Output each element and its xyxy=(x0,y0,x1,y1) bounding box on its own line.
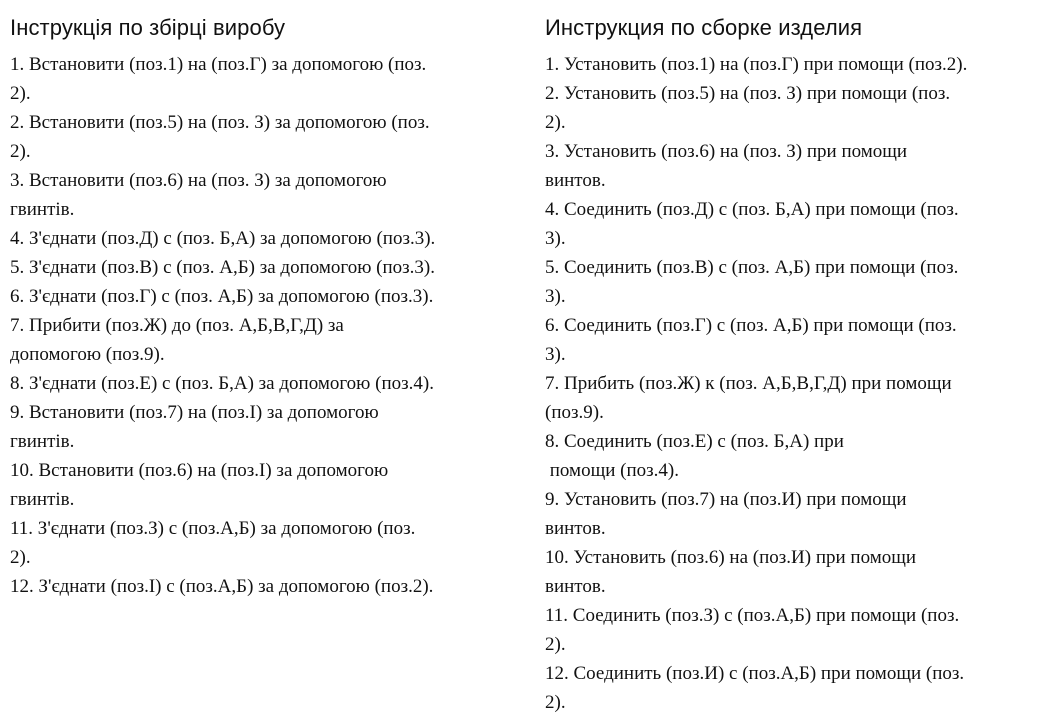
ua-step-3-line-1: 3. Встановити (поз.6) на (поз. З) за допомогою xyxy=(10,170,387,191)
ru-step-3 xyxy=(545,137,1060,195)
ua-step-6 xyxy=(10,282,535,311)
ru-step-11 xyxy=(545,601,1060,659)
ru-step-3-line-1: 3. Установить (поз.6) на (поз. З) при помощи xyxy=(545,141,908,162)
ua-step-7-line-2: допомогою (поз.9). xyxy=(10,344,165,365)
ru-step-12-line-2: 2). xyxy=(545,692,566,713)
ua-step-12 xyxy=(10,572,535,601)
ua-step-8 xyxy=(10,369,535,398)
russian-instructions-title: Инструкция по сборке изделия xyxy=(545,15,863,40)
ru-step-7-line-1: 7. Прибить (поз.Ж) к (поз. А,Б,В,Г,Д) при помощи xyxy=(545,373,952,394)
russian-instructions-column xyxy=(545,0,1060,717)
ua-step-3-line-2: гвинтів. xyxy=(10,199,75,220)
ru-step-8-line-1: 8. Соединить (поз.Е) с (поз. Б,А) при xyxy=(545,431,844,452)
ua-step-1-line-1: 1. Встановити (поз.1) на (поз.Г) за допомогою (поз. xyxy=(10,54,427,75)
ua-step-10 xyxy=(10,456,535,514)
ru-step-4-line-1: 4. Соединить (поз.Д) с (поз. Б,А) при помощи (поз. xyxy=(545,199,959,220)
ru-step-6 xyxy=(545,311,1060,369)
ua-step-9 xyxy=(10,398,535,456)
ukrainian-steps-list xyxy=(10,50,535,601)
ru-step-1-line-1: 1. Установить (поз.1) на (поз.Г) при помощи (поз.2). xyxy=(545,54,968,75)
ru-step-2 xyxy=(545,79,1060,137)
ua-step-3 xyxy=(10,166,535,224)
ua-step-1-line-2: 2). xyxy=(10,83,31,104)
ru-step-8 xyxy=(545,427,1060,485)
ua-step-11 xyxy=(10,514,535,572)
ua-step-2-line-2: 2). xyxy=(10,141,31,162)
ru-step-9 xyxy=(545,485,1060,543)
ru-step-10-line-2: винтов. xyxy=(545,576,606,597)
ua-step-2 xyxy=(10,108,535,166)
ukrainian-instructions-column xyxy=(10,0,535,601)
ru-step-1 xyxy=(545,50,1060,79)
ua-step-5-line-1: 5. З'єднати (поз.В) с (поз. А,Б) за допомогою (поз.3). xyxy=(10,257,436,278)
ru-step-2-line-1: 2. Установить (поз.5) на (поз. З) при помощи (поз. xyxy=(545,83,951,104)
ru-step-9-line-1: 9. Установить (поз.7) на (поз.И) при помощи xyxy=(545,489,907,510)
ua-step-2-line-1: 2. Встановити (поз.5) на (поз. З) за допомогою (поз. xyxy=(10,112,430,133)
ua-step-8-line-1: 8. З'єднати (поз.Е) с (поз. Б,А) за допомогою (поз.4). xyxy=(10,373,434,394)
ru-step-9-line-2: винтов. xyxy=(545,518,606,539)
ua-step-5 xyxy=(10,253,535,282)
russian-steps-list xyxy=(545,50,1060,717)
ru-step-3-line-2: винтов. xyxy=(545,170,606,191)
ru-step-10 xyxy=(545,543,1060,601)
ukrainian-instructions-title: Інструкція по збірці виробу xyxy=(10,15,286,40)
ua-step-11-line-1: 11. З'єднати (поз.З) с (поз.А,Б) за допомогою (поз. xyxy=(10,518,416,539)
ru-step-6-line-1: 6. Соединить (поз.Г) с (поз. А,Б) при помощи (поз. xyxy=(545,315,957,336)
ua-step-9-line-1: 9. Встановити (поз.7) на (поз.І) за допомогою xyxy=(10,402,379,423)
ua-step-1 xyxy=(10,50,535,108)
ua-step-4 xyxy=(10,224,535,253)
ru-step-2-line-2: 2). xyxy=(545,112,566,133)
ua-step-4-line-1: 4. З'єднати (поз.Д) с (поз. Б,А) за допомогою (поз.3). xyxy=(10,228,436,249)
ru-step-11-line-1: 11. Соединить (поз.З) с (поз.А,Б) при помощи (поз. xyxy=(545,605,960,626)
ua-step-10-line-2: гвинтів. xyxy=(10,489,75,510)
ru-step-4-line-2: 3). xyxy=(545,228,566,249)
ru-step-4 xyxy=(545,195,1060,253)
ru-step-5-line-2: 3). xyxy=(545,286,566,307)
ru-step-7-line-2: (поз.9). xyxy=(545,402,604,423)
ru-step-12-line-1: 12. Соединить (поз.И) с (поз.А,Б) при помощи (поз. xyxy=(545,663,965,684)
ua-step-6-line-1: 6. З'єднати (поз.Г) с (поз. А,Б) за допомогою (поз.3). xyxy=(10,286,434,307)
ru-step-5-line-1: 5. Соединить (поз.В) с (поз. А,Б) при помощи (поз. xyxy=(545,257,959,278)
ua-step-7 xyxy=(10,311,535,369)
ru-step-8-line-2: помощи (поз.4). xyxy=(545,460,679,481)
ua-step-11-line-2: 2). xyxy=(10,547,31,568)
ru-step-10-line-1: 10. Установить (поз.6) на (поз.И) при помощи xyxy=(545,547,917,568)
ru-step-7 xyxy=(545,369,1060,427)
ru-step-5 xyxy=(545,253,1060,311)
ua-step-7-line-1: 7. Прибити (поз.Ж) до (поз. А,Б,В,Г,Д) за xyxy=(10,315,344,336)
ua-step-9-line-2: гвинтів. xyxy=(10,431,75,452)
ru-step-11-line-2: 2). xyxy=(545,634,566,655)
ua-step-10-line-1: 10. Встановити (поз.6) на (поз.І) за допомогою xyxy=(10,460,389,481)
ua-step-12-line-1: 12. З'єднати (поз.І) с (поз.А,Б) за допомогою (поз.2). xyxy=(10,576,434,597)
ru-step-12 xyxy=(545,659,1060,717)
ru-step-6-line-2: 3). xyxy=(545,344,566,365)
